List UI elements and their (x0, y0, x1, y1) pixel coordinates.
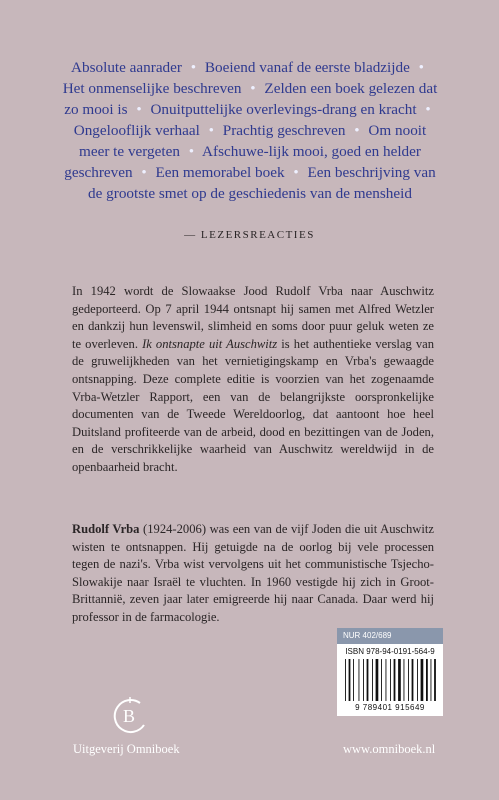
publisher-website: www.omniboek.nl (343, 742, 436, 756)
review-item: Zelden een boek gelezen dat zo mooi is (64, 80, 438, 118)
separator-dot: • (250, 80, 256, 97)
barcode-bar (376, 659, 379, 701)
review-item: Een beschrijving van de grootste smet op de geschiedenis van de mensheid (88, 164, 436, 202)
barcode-bar (349, 659, 351, 701)
review-item: Afschuwe-lijk mooi, goed en helder geschreven (64, 143, 421, 181)
barcode-box (337, 644, 443, 716)
barcode-number: 9 789401 915649 (355, 703, 425, 712)
description-rest: is het authentieke verslag van de gruwelijkheden van het vernietigingskamp en Vrba's gewaagde ontsnapping. Deze complete editie is voorzien van het zogenaamde Vrba-Wetzler Rapport, een van de belangrijkste oorspronkelijke documenten van de Tweede Wereldoorlog, dat aantoont hoe heel Duitsland profiteerde van de arbeid, dood en bezittingen van de Joden, en de verschrikkelijke waarheid van Auschwitz wereldwijd in de openbaarheid bracht. (72, 336, 435, 474)
barcode-bar (421, 659, 424, 701)
separator-dot: • (141, 164, 147, 181)
separator-dot: • (418, 59, 424, 76)
nur-code: NUR 402/689 (337, 628, 443, 644)
omniboek-logo-icon (110, 695, 150, 741)
barcode-bar (417, 659, 418, 701)
logo-letter: B (123, 706, 136, 726)
review-item: Boeiend vanaf de eerste bladzijde (204, 59, 410, 76)
barcode-icon (343, 659, 437, 701)
barcode-bar (408, 659, 409, 701)
review-item: Absolute aanrader (71, 59, 182, 76)
separator-dot: • (136, 101, 142, 118)
separator-dot: • (293, 164, 299, 181)
book-title: Ik ontsnapte uit Auschwitz (142, 336, 278, 351)
reader-reviews (60, 57, 440, 204)
review-item: Een memorabel boek (155, 164, 285, 181)
barcode-bar (359, 659, 360, 701)
barcode-bar (345, 659, 346, 701)
review-item: Onuitputtelijke overlevings-drang en kracht (150, 101, 417, 118)
separator-dot: • (208, 122, 214, 139)
barcode-bar (372, 659, 373, 701)
separator-dot: • (354, 122, 360, 139)
barcode-bar (386, 659, 387, 701)
author-bio-paragraph (72, 521, 434, 627)
isbn-number: ISBN 978-94-0191-564-9 (345, 647, 435, 656)
barcode-bar (434, 659, 436, 701)
separator-dot: • (188, 143, 195, 160)
separator-dot: • (425, 101, 431, 118)
review-item: Prachtig geschreven (222, 122, 346, 139)
review-item: Het onmenselijke beschreven (62, 80, 242, 97)
barcode-bar (363, 659, 364, 701)
barcode-bar (390, 659, 391, 701)
barcode-bar (394, 659, 396, 701)
barcode-bar (431, 659, 432, 701)
barcode-bar (398, 659, 401, 701)
review-item: Ongelooflijk verhaal (73, 122, 200, 139)
publisher-name: Uitgeverij Omniboek (73, 742, 180, 756)
barcode-bar (404, 659, 405, 701)
separator-dot: • (190, 59, 197, 76)
barcode-bar (412, 659, 414, 701)
barcode-bar (426, 659, 428, 701)
description-lead: In 1942 wordt de Slowaakse Jood Rudolf Vrba naar Auschwitz gedeporteerd. Op 7 april 1944 ontsnapt hij samen met Alfred Wetzler en dankzij hun levenswil, slimheid en soms door puur geluk weten ze te overleven. (72, 284, 434, 351)
barcode-bar (353, 659, 354, 701)
author-name: Rudolf Vrba (72, 522, 140, 536)
reviews-attribution: — LEZERSREACTIES (184, 229, 315, 241)
barcode-bar (367, 659, 369, 701)
author-bio-text: (1924-2006) was een van de vijf Joden die uit Auschwitz wisten te ontsnappen. Hij getuigde na de oorlog bij vele processen tegen de nazi's. Vrba wist vervolgens uit het communistische Tsjecho-Slowakije naar Israël te vluchten. In 1960 vestigde hij zich in Groot-Brittannië, zeven jaar later emigreerde hij naar Canada. Daar werd hij professor in de farmacologie. (72, 522, 434, 624)
description-paragraph (72, 283, 434, 477)
barcode-bar (381, 659, 382, 701)
review-item: Om nooit meer te vergeten (79, 122, 427, 160)
